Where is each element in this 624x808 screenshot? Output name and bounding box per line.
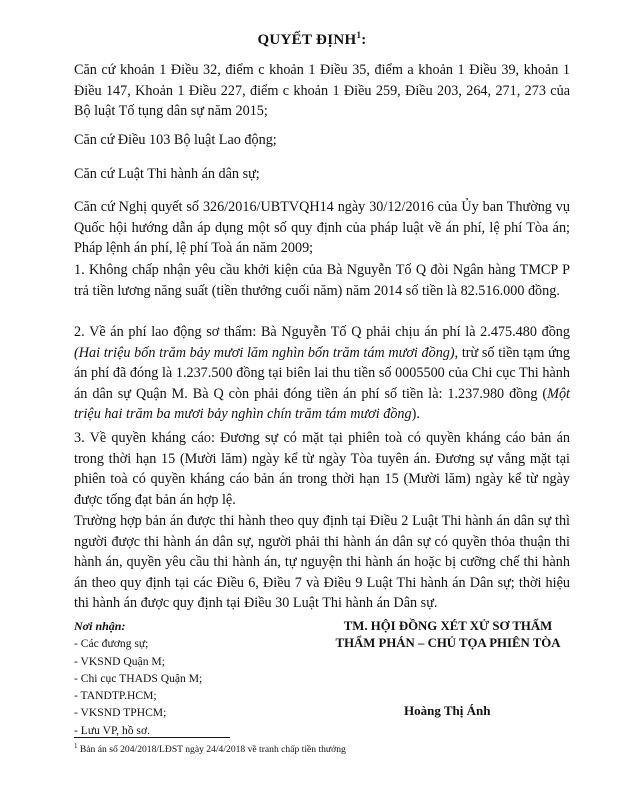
- decision-2-amount-words-b: Một triệu hai trăm ba mươi bảy nghìn chín trăm tám mươi đồng: [74, 385, 570, 422]
- decision-2-part-c: ).: [411, 406, 420, 422]
- recipient-item: - Lưu VP, hồ sơ.: [74, 723, 150, 737]
- signature-block: [316, 618, 580, 652]
- decision-item-2: [74, 322, 570, 425]
- decision-2-amount-words-a: (Hai triệu bốn trăm bảy mươi lăm nghìn bốn trăm tám mươi đồng): [74, 344, 455, 361]
- basis-paragraph-3: Căn cứ Luật Thi hành án dân sự;: [74, 166, 260, 182]
- enforcement-paragraph: Trường hợp bản án được thi hành theo quy định tại Điều 2 Luật Thi hành án dân sự thì người được thi hành án dân sự, người phải thi hành án dân sự có quyền thỏa thuận thi hành án, quyền yêu cầu thi hành án, tự nguyện thi hành án hoặc bị cưỡng chế thi hành án theo quy định tại các Điều 6, Điều 7 và Điều 9 Luật Thi hành án Dân sự; thời hiệu thi hành án được quy định tại Điều 30 Luật Thi hành án Dân sự.: [74, 513, 570, 611]
- footnote: [74, 742, 346, 755]
- basis-paragraph-1: Căn cứ khoản 1 Điều 32, điểm c khoản 1 Điều 35, điểm a khoản 1 Điều 39, khoản 1 Điều 147, Khoản 1 Điều 227, điểm c khoản 1 Điều 259, Điều 203, 264, 271, 273 của Bộ luật Tố tụng dân sự năm 2015;: [74, 62, 570, 119]
- recipients-block: [74, 618, 202, 739]
- footnote-mark: 1: [74, 742, 78, 750]
- document-title: [0, 30, 624, 49]
- signature-title-line-1: TM. HỘI ĐỒNG XÉT XỬ SƠ THẨM: [343, 619, 553, 633]
- recipient-item: - VKSND TPHCM;: [74, 706, 167, 720]
- recipients-heading: Nơi nhận:: [74, 619, 126, 633]
- signer-name: Hoàng Thị Ánh: [404, 703, 491, 718]
- title-text: QUYẾT ĐỊNH: [257, 32, 357, 48]
- footnote-text: Bản án số 204/2018/LĐST ngày 24/4/2018 về tranh chấp tiền thưởng: [77, 744, 346, 756]
- basis-paragraph-4: Căn cứ Nghị quyết số 326/2016/UBTVQH14 ngày 30/12/2016 của Ủy ban Thường vụ Quốc hội hướng dẫn áp dụng một số quy định của pháp luật về án phí, lệ phí Tòa án; Pháp lệnh án phí, lệ phí Toà án năm 2009;: [74, 199, 570, 256]
- title-footnote-mark: 1: [356, 30, 362, 40]
- recipient-item: - TANDTP.HCM;: [74, 689, 157, 703]
- decision-2-part-b: , trừ số tiền tạm ứng án phí đã đóng là 1.237.500 đồng tại biên lai thu tiền số 0005500 của Chi cục Thi hành án dân sự Quận M. Bà Q còn phải đóng tiền án phí số tiền là: 1.237.980 đồng (: [74, 344, 570, 402]
- recipient-item: - VKSND Quận M;: [74, 654, 165, 668]
- title-colon: :: [361, 32, 367, 48]
- decision-item-1: 1. Không chấp nhận yêu cầu khởi kiện của Bà Nguyễn Tố Q đòi Ngân hàng TMCP P trả tiền lương năng suất (tiền thưởng cuối năm) năm 2014 số tiền là 82.516.000 đồng.: [74, 262, 570, 299]
- decision-2-part-a: 2. Về án phí lao động sơ thẩm: Bà Nguyễn Tố Q phải chịu án phí là 2.475.480 đồng: [74, 324, 570, 340]
- footnote-divider: [74, 737, 230, 738]
- decision-item-3: 3. Về quyền kháng cáo: Đương sự có mặt tại phiên toà có quyền kháng cáo bản án trong thời hạn 15 (Mười lăm) ngày kể từ ngày Tòa tuyên án. Đương sự vắng mặt tại phiên toà có quyền kháng cáo bản án trong thời hạn 15 (Mười lăm) ngày kể từ ngày được tống đạt bản án hợp lệ.: [74, 430, 570, 508]
- signature-title-line-2: THẨM PHÁN – CHỦ TỌA PHIÊN TÒA: [335, 636, 561, 650]
- recipient-item: - Chi cục THADS Quận M;: [74, 671, 203, 685]
- recipient-item: - Các đương sự;: [74, 637, 149, 651]
- basis-paragraph-2: Căn cứ Điều 103 Bộ luật Lao động;: [74, 132, 277, 148]
